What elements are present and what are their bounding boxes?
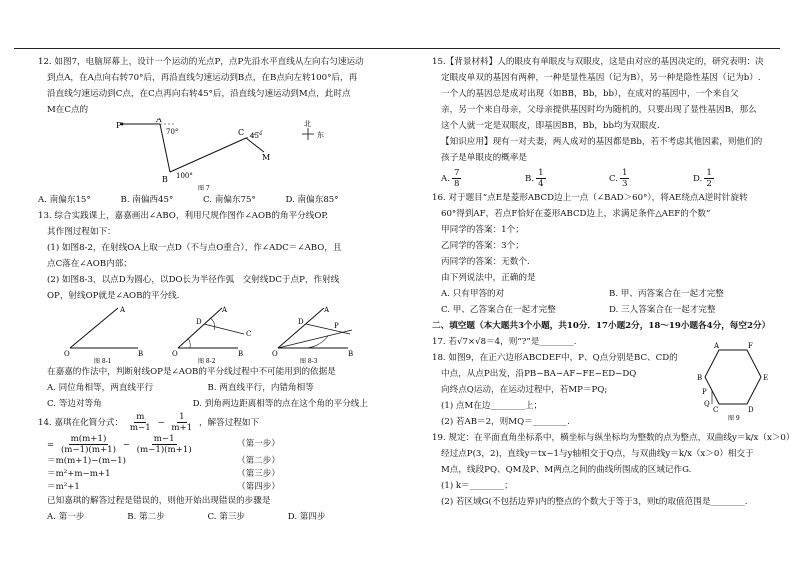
denominator: 8	[453, 178, 460, 189]
q12-option-d[interactable]: D. 南偏东85°	[285, 195, 339, 205]
figure-7	[38, 118, 368, 192]
q15-line: 【知识应用】现有一对夫妻，两人成对的基因都是Bb，若不考虑其他因素，则他们的	[441, 137, 763, 147]
q19-line: M点，线段PQ、QM及P、M两点之间的曲线所围成的区域记作G.	[441, 465, 692, 475]
question-14	[38, 412, 368, 525]
step-label: （第四步）	[237, 481, 280, 492]
numerator: 1	[706, 167, 712, 178]
arc-2	[188, 338, 190, 348]
label-m: M	[262, 153, 271, 162]
caption-8-3: 图 8-3	[300, 358, 318, 364]
numerator: m−1	[153, 433, 175, 444]
label-b: B	[162, 175, 168, 184]
q15-options	[432, 166, 777, 190]
q13-option-c[interactable]: C. 等边对等角	[47, 399, 102, 409]
label-p: P	[116, 121, 122, 130]
question-16	[432, 190, 777, 318]
numerator: 1	[538, 167, 544, 178]
label-a3: A	[324, 306, 330, 314]
q14-intro	[38, 412, 368, 434]
q19-line: (2) 若区域G(不包括边界)内的整点的个数大于等于3，则t的取值范围是________.	[441, 497, 748, 507]
label-p: P	[702, 388, 707, 396]
denominator: m+1	[171, 423, 193, 433]
label-d3: D	[298, 318, 304, 326]
q18-line: 向终点Q运动，在运动过程中，若MP＝PQ;	[441, 385, 608, 395]
label-o1: O	[64, 350, 70, 358]
q14-intro-b: ，解答过程如下	[198, 418, 260, 428]
q19-line: (1) k＝________；	[441, 481, 513, 491]
q13-prompt: 在嘉嘉的作法中，判断射线OP是∠AOB的平分线过程中不可能用到的依据是	[47, 367, 336, 377]
q13-options-row1	[38, 380, 368, 396]
label-o3: O	[272, 350, 278, 358]
q18-line: (2) 若AB＝2，则MQ＝________.	[441, 417, 570, 427]
fraction	[59, 434, 118, 455]
q12-line: 到点A，在A点向右转70°后，再沿直线匀速运动到B点，在B点向左转100°后，再	[47, 73, 358, 83]
q18-line: 中点，从点P出发，沿PB−BA−AF−FE−ED−DQ	[441, 369, 637, 379]
q12-option-c[interactable]: C. 南偏东75°	[203, 195, 256, 205]
q15-option-c[interactable]	[609, 168, 693, 189]
angle-70: 70°	[166, 128, 179, 136]
q16-option-c[interactable]: C. 甲、乙答案合在一起才完整	[441, 305, 556, 315]
question-17: 17. 若√7×√8＝4，则“?”是________.	[432, 337, 577, 347]
equals-sign: =	[47, 439, 55, 450]
q15-option-a[interactable]	[441, 168, 525, 189]
header-rule	[14, 48, 780, 49]
ray-oa-2	[178, 308, 222, 348]
numerator: 1	[622, 167, 628, 178]
q14-step-4	[38, 480, 368, 493]
q14-step-expr: ＝m²+m−m+1	[47, 468, 111, 479]
fraction	[704, 168, 713, 189]
minus-sign: −	[157, 418, 165, 428]
fraction	[620, 168, 629, 189]
fraction	[128, 412, 153, 433]
q19-line: 19. 规定：在平面直角坐标系中，横坐标与纵坐标均为整数的点为整点，双曲线y＝k/x（x＞0）	[432, 433, 794, 443]
q14-option-b[interactable]: B. 第二步	[127, 512, 165, 522]
q14-option-a[interactable]: A. 第一步	[47, 512, 85, 522]
label-d: D	[748, 406, 754, 414]
q12-line: 12. 如图7，电脑屏幕上，设计一个运动的光点P，点P先沿水平直线从左向右匀速运动	[38, 57, 364, 67]
q16-options-row2	[432, 302, 777, 318]
caption-8-1: 图 8-1	[94, 358, 112, 364]
q18-line: 18. 如图9，在正六边形ABCDEF中，P、Q点分别是BC、CD的	[432, 353, 678, 363]
numerator: m(m+1)	[70, 433, 107, 444]
label-p3: P	[334, 322, 339, 330]
q14-prompt: 已知嘉琪的解答过程是错误的，则他开始出现错误的步骤是	[47, 496, 271, 506]
arc-2	[210, 318, 215, 330]
q14-option-c[interactable]: C. 第三步	[207, 512, 246, 522]
fraction	[536, 168, 545, 189]
option-letter: B.	[525, 173, 535, 184]
q15-option-b[interactable]	[525, 168, 609, 189]
q15-line: 15.【背景材料】人的眼皮有单眼皮与双眼皮，这是由对应的基因决定的，研究表明：决	[432, 57, 764, 67]
denominator: m−1	[129, 423, 151, 433]
q14-step-1	[38, 434, 368, 454]
q16-line: 16. 对于题目“点E是菱形ABCD边上一点（∠BAD＞60°），将AE绕点A逆时针旋转	[432, 193, 748, 203]
label-b2: B	[238, 350, 244, 358]
q12-line: M在C点的	[47, 105, 89, 115]
q13-option-a[interactable]: A. 同位角相等，两直线平行	[47, 383, 154, 393]
q16-line: 由下列说法中，正确的是	[441, 273, 536, 283]
section-2-heading: 二、填空题（本大题共3个小题，共10分．17小题2分，18～19小题各4分，每空2分）	[432, 321, 771, 331]
q12-option-b[interactable]: B. 南偏西45°	[120, 195, 174, 205]
segment-cm	[246, 138, 264, 152]
label-c: C	[713, 406, 719, 414]
denominator: 4	[538, 178, 544, 189]
angle-100: 100°	[176, 172, 193, 180]
compass-north: 北	[304, 120, 311, 128]
step-label: （第三步）	[237, 468, 280, 479]
q14-option-d[interactable]: D. 第四步	[287, 512, 326, 522]
label-c2: C	[246, 330, 252, 338]
q16-option-b[interactable]: B. 甲、丙答案合在一起才完整	[609, 289, 724, 299]
denominator: (m−1)(m+1)	[136, 444, 192, 455]
q13-options-row2	[38, 396, 368, 412]
step-label: （第二步）	[237, 455, 280, 466]
arc-3	[302, 336, 328, 348]
q15-line: 孩子是单眼皮的概率是	[441, 153, 527, 163]
q16-option-d[interactable]: D. 三人答案合在一起才完整	[609, 305, 716, 315]
figure-9	[690, 340, 776, 426]
label-a: A	[156, 118, 162, 124]
q13-line: (1) 如图8-2，在射线OA上取一点D（不与点O重合），作∠ADC＝∠ABO，且	[47, 243, 342, 253]
q16-line: 60°得到AF，若点F恰好在菱形ABCD边上，求满足条件△AEF的个数”	[441, 209, 711, 219]
question-15	[432, 54, 777, 190]
label-q: Q	[704, 400, 710, 408]
option-letter: D.	[693, 173, 703, 184]
ray-oa-1	[70, 308, 118, 348]
fraction	[169, 412, 194, 433]
question-12	[38, 54, 368, 208]
label-b3: B	[348, 350, 354, 358]
q13-option-d[interactable]: D. 到角两边距离相等的点在这个角的平分线上	[192, 399, 368, 409]
q14-intro-a: 14. 嘉琪在化简分式：	[38, 418, 124, 428]
numerator: 7	[453, 167, 460, 178]
q13-line: (2) 如图8-3，以点D为圆心，以DO长为半径作弧 交射线DC于点P，作射线	[47, 275, 340, 285]
figure-7-caption: 图 7	[198, 185, 210, 192]
angle-45: 45°	[250, 132, 263, 140]
figure-9-caption: 图 9	[728, 415, 740, 422]
fraction	[452, 168, 461, 189]
denominator: 2	[706, 178, 712, 189]
ray-dc-2	[204, 324, 244, 334]
q12-line: 沿直线匀速运动到C点，在C点再向右转45°后，沿直线匀速运动到M点，此时点	[47, 89, 351, 99]
label-a1: A	[120, 306, 126, 314]
q13-option-b[interactable]: B. 两直线平行，内错角相等	[207, 383, 314, 393]
q18-line: (1) 点M在边________上；	[441, 401, 543, 411]
q12-options	[38, 192, 368, 208]
label-a2: A	[222, 306, 228, 314]
label-f: F	[748, 342, 753, 350]
q13-line: 点C落在∠AOB内部；	[47, 259, 132, 269]
label-a: A	[714, 342, 720, 350]
label-b1: B	[138, 350, 144, 358]
denominator: (m−1)(m+1)	[60, 444, 116, 455]
q14-step-expr: ＝m²+1	[47, 481, 80, 492]
label-o2: O	[172, 350, 178, 358]
right-column	[432, 54, 794, 510]
q15-line: 亲，另一个来自母亲，父母亲提供基因时均为随机的，只要出现了显性基因B，那么	[441, 105, 757, 115]
label-b: B	[697, 374, 703, 382]
label-c: C	[238, 128, 245, 137]
q14-step-1-expr	[47, 434, 237, 455]
denominator: 3	[622, 178, 628, 189]
q19-line: 经过点P(3，2)，直线y＝tx−1与y轴相交于Q点，与双曲线y＝k/x（x＞0）相交于	[441, 449, 754, 459]
label-e: E	[763, 374, 769, 382]
label-d2: D	[196, 318, 202, 326]
question-19	[432, 430, 794, 510]
q16-line: 甲同学的答案：1个；	[441, 225, 524, 235]
step-label: （第一步）	[237, 439, 280, 449]
numerator: m	[136, 412, 145, 422]
q15-line: 一个人的基因总是成对出现（如BB，Bb，bb），在成对的基因中，一个来自父	[441, 89, 739, 99]
hexagon	[705, 350, 761, 404]
q15-line: 定眼皮单双的基因有两种，一种是显性基因（记为B），另一种是隐性基因（记为b）.	[441, 73, 761, 83]
q13-line: 13. 综合实践课上，嘉嘉画出∠ABO，利用尺规作图作∠AOB的角平分线OP.	[38, 211, 329, 221]
left-column	[38, 54, 368, 525]
figure-8	[38, 304, 368, 364]
numerator: 1	[179, 412, 185, 422]
option-letter: A.	[441, 173, 450, 184]
option-letter: C.	[609, 173, 619, 184]
q16-option-a[interactable]: A. 只有甲答的对	[441, 289, 505, 299]
q14-options	[38, 509, 368, 525]
caption-8-2: 图 8-2	[198, 358, 216, 364]
q14-step-expr: ＝m(m+1)−(m−1)	[47, 455, 126, 466]
q12-option-a[interactable]: A. 南偏东15°	[38, 195, 91, 205]
compass-east: 东	[317, 131, 324, 139]
q13-line: 其作图过程如下：	[47, 227, 116, 237]
q13-line: OP，射线OP就是∠AOB的平分线.	[47, 291, 180, 301]
q16-options-row1	[432, 286, 777, 302]
q16-line: 乙同学的答案：3个；	[441, 241, 524, 251]
segment-bc	[170, 138, 246, 172]
q15-option-d[interactable]	[693, 168, 777, 189]
fraction	[135, 434, 194, 455]
q16-line: 丙同学的答案：无数个.	[441, 257, 530, 267]
question-13	[38, 208, 368, 412]
minus-sign: −	[122, 439, 130, 450]
q15-line: 这个人就一定是双眼皮，即基因BB，Bb，bb均为双眼皮.	[441, 121, 660, 131]
